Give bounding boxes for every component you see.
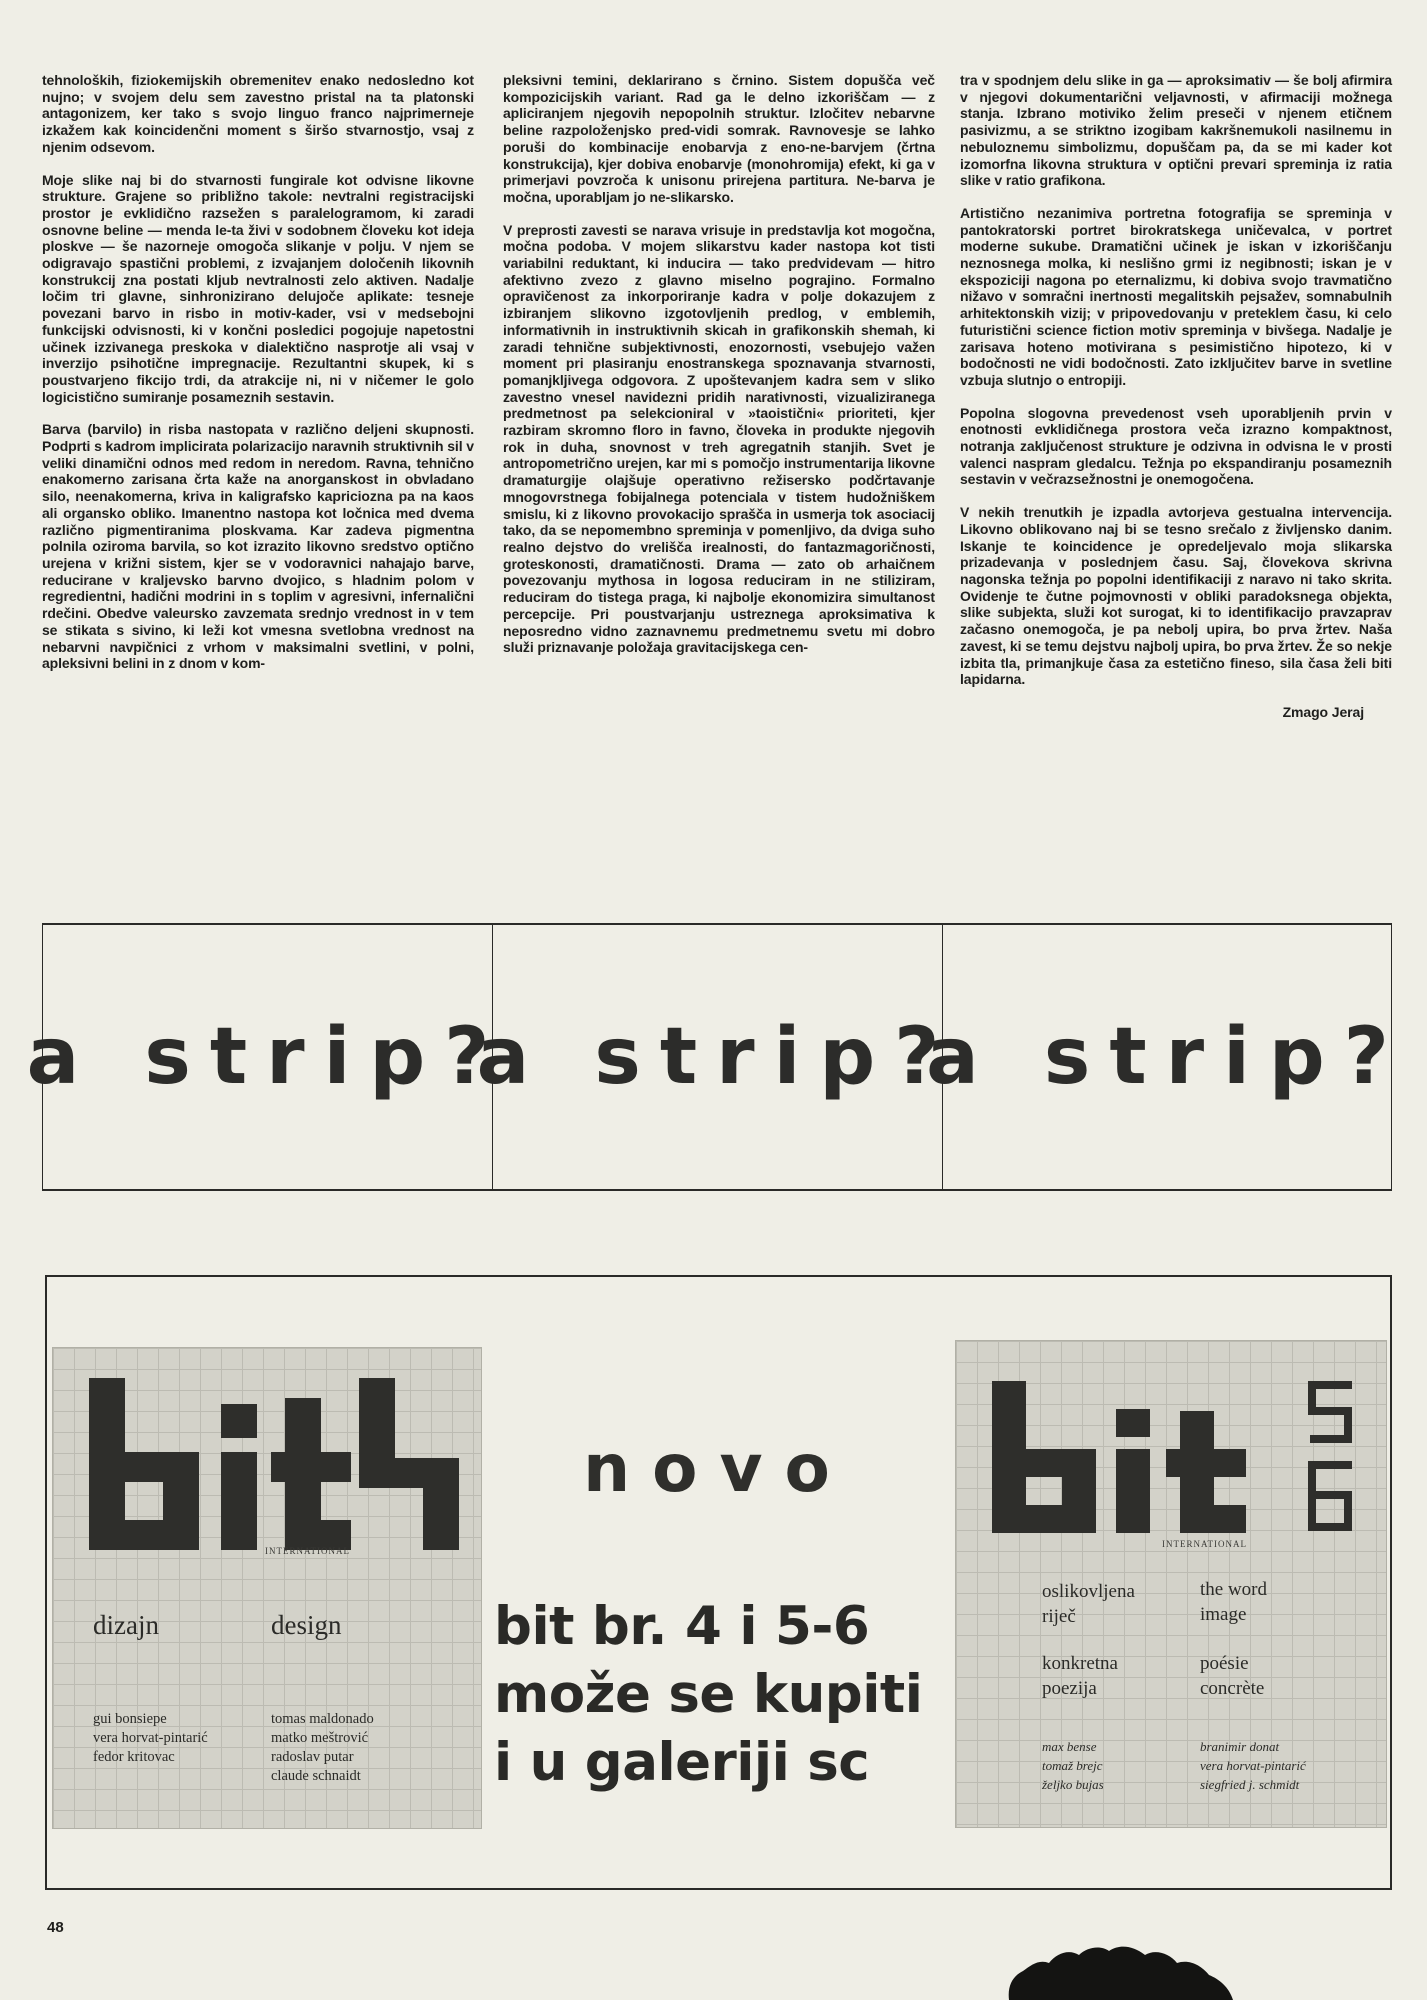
cover-title-line: oslikovljena xyxy=(1042,1581,1135,1602)
article-paragraph: Popolna slogovna prevedenost vseh uporabljenih prvin v enotnosti evklidičnega prostora veča izrazno kompaktnost, notranja zaključenost strukture je odzivna in odvisna le v prosti valenci naspram gledalcu. Težnja po ekspandiranju posameznih sestavin v večrazsežnostni je onemogočena. xyxy=(960,404,1392,488)
cover-names-right xyxy=(1200,1737,1306,1794)
author-name: radoslav putar xyxy=(271,1749,354,1765)
page-number: 48 xyxy=(47,1919,64,1936)
ad-line: može se kupiti xyxy=(494,1664,923,1725)
bit56-cover xyxy=(955,1340,1387,1828)
strip-band xyxy=(26,923,1408,1191)
strip-text: a strip? xyxy=(26,1012,509,1102)
article-column-3 xyxy=(960,72,1392,721)
ad-line: i u galeriji sc xyxy=(494,1732,870,1793)
author-name: gui bonsiepe xyxy=(93,1711,167,1727)
article-author: Zmago Jeraj xyxy=(1282,703,1364,720)
cover-title-right: design xyxy=(271,1610,342,1640)
cover-names-right xyxy=(271,1710,374,1786)
cover-subtitle-line: concrète xyxy=(1200,1678,1265,1699)
cover-title-line: image xyxy=(1200,1604,1247,1625)
cover-title-left: dizajn xyxy=(93,1610,159,1640)
bit4-cover xyxy=(52,1347,482,1829)
cover-title-line: the word xyxy=(1200,1579,1268,1600)
article-paragraph: V preprosti zavesti se narava vrisuje in predstavlja kot mogočna, močna podoba. V mojem slikarstvu kader nastopa kot tisti variabilni reduktant, ki inducira — tako predvidevam — hitro afektivno zvezo z glavno miselno pograjino. Formalno opravičenost za inkorporiranje kadra v polje dokazujem z izbiranjem slikovno izgotovljenih predlog, v emblemih, informativnih in instruktivnih skicah in grafikonskih shemah, ki zaradi tehnične subjektivnosti, enozornosti, vsebujejo važen moment pri plasiranju enostranskega spoznavanja stvarnosti, pomanjkljivega odgovora. Z upoštevanjem kadra sem v sliko zavestno vnesel navidezni pridih narativnosti, vizualiziranega predmetnost pa selekcioniral v »taoistični« prioriteti, kjer razbiram skromno floro in favno, človeka in produkte njegovih rok in duha, snovnost v treh agregatnih stanjih. Svet je antropometrično urejen, kar mi s pomočjo instrumentarija likovne dramaturgije olajšuje operativno režisersko podčrtavanje mnogovrstnega fobijalnega potenciala v tistem hudožniškem smislu, ki z likovno provokacijo sprašča in usmerja tok asociacij tako, da se nepomembno spreminja v pomenljivo, da dviga suho realno dejstvo do vrelišča irealnosti, do fantazmagoričnosti, groteskonosti, dramatičnosti. Drama — zato ob arhaičnem povezovanju mythosa in logosa reduciram in ne stiliziram, reduciram do tistega praga, ki najbolje ekonomizira simultanost percepcije. Pri poustvarjanju ustreznega aproksimativa k neposredno vidno zaznavnemu predmetnemu svetu mi dobro služi priznavanje položaja gravitacijskega cen- xyxy=(503,221,935,656)
cover-subtitle-left xyxy=(1042,1651,1118,1701)
cover-names-left xyxy=(93,1710,208,1767)
ad-novo-heading: novo xyxy=(583,1430,852,1507)
ad-text xyxy=(494,1593,954,1797)
cover-title-line: riječ xyxy=(1042,1606,1076,1627)
author-name: max bense xyxy=(1042,1739,1097,1754)
author-name: branimir donat xyxy=(1200,1739,1280,1754)
author-name: tomaž brejc xyxy=(1042,1758,1103,1773)
article-paragraph: Moje slike naj bi do stvarnosti fungirale kot odvisne likovne strukture. Grajene so približno takole: nevtralni registracijski prostor je evklidično razsežen s paralelogramom, ki zaradi osnovne beline — menda le-ta živi v sodobnem človeku kot ideja ploskve — še nazorneje omogoča slikanje v polju. V njem se odigravajo spastični problemi, z izvajanjem določenih likovnih konstrukcij zna postati kljub nevtralnosti zelo aktiven. Nadalje ločim tri glavne, sinhronizirano delujoče aplikate: tesneje povezani barvo in risbo in motiv-kader, vsi v medsebojni funkcijski odvisnosti, ki v končni posledici pogojuje napetostni učinek izzivanega preskoka v dialektično nasprotje ali vsaj v inverzijo psihotične impregnacije. Rezultantni skupek, ki s poustvarjeno fikcijo trdi, da atrakcije ni, ni v ničemer le golo logicistično sumiranje posameznih sestavin. xyxy=(42,171,474,405)
article-paragraph: Barva (barvilo) in risba nastopata v različno deljeni skupnosti. Podprti s kadrom implicirata polarizacijo naravnih struktivnih sil v veliki dinamični odnos med redom in neredom. Ravna, tehnično enakomerno zarisana črta kaže na anorganskost in obvladano silo, neenakomerna, kriva in kaligrafsko kapriciozna pa na kaos ali organsko obliko. Imanentno nastopa kot ločnica med dvema različno pigmentiranima ploskvama. Kar zadeva pigmentna polnila oziroma barvila, so kot izrazito likovno sredstvo optično urejena v križni sistem, kjer se v vodoravnici nahajajo barve, reducirane v kraljevsko barvno dvojico, s hladnim polom v regredientni, hadični modrini in s toplim v agresivni, infernalični rdečini. Obedve valeursko zavzemata srednjo vrednost in v tem se stikata s sivino, ki leži kot vmesna svetlobna vrednost na nebarvni navpičnici z vrhom v maksimalni svetlini, v polni, apleksivni belini in z dnom v kom- xyxy=(42,421,474,672)
author-name: siegfried j. schmidt xyxy=(1200,1777,1300,1792)
article-paragraph: tra v spodnjem delu slike in ga — aproksimativ — še bolj afirmira v njegovi dokumentarični veljavnosti, v afirmaciji možnega stanja. Izbrano motiviko želim preseči v njenem etičnem pasivizmu, a se striktno izogibam kakršnemukoli nasilnemu in nebuloznemu simbolizmu, dopuščam pa, da se mi kader kot izomorfna likovna struktura v optični prevari spreminja iz ratia slike v ratio grafikona. xyxy=(960,72,1392,189)
author-name: vera horvat-pintarić xyxy=(1200,1758,1306,1773)
cover-subtitle-line: poezija xyxy=(1042,1678,1097,1699)
international-label: INTERNATIONAL xyxy=(265,1546,350,1556)
author-name: claude schnaidt xyxy=(271,1768,361,1784)
strip-text: a strip? xyxy=(926,1012,1408,1102)
article-paragraph: Artistično nezanimiva portretna fotografija se spreminja v pantokratorski portret birokratskega uničevalca, v portret moderne sukube. Dramatični učinek je iskan v izkoriščanju neznosnega molka, ki neslišno grmi iz negibnosti; iskan je v ekspoziciji nagona po eternalizmu, ki dobiva svojo travmatično nižavo v somračni inertnosti megalitskih pejsažev, somnabulnih arhitektonskih vizij; v pripovedovanju v preteklem času, ki celo futuristični science fiction motiv spreminja v bivšega. Nadalje je zarisava hoteno motivirana s pesimistično hipotezo, ki v bodočnosti ne vidi bodočnosti. Zato izključitev barve in svetline vzbuja slutnjo o entropiji. xyxy=(960,204,1392,388)
cover-names-left xyxy=(1042,1737,1104,1794)
cover-title-right xyxy=(1200,1577,1267,1627)
ad-line: bit br. 4 i 5-6 xyxy=(494,1596,870,1657)
article-column-2 xyxy=(503,72,935,672)
strip-cell xyxy=(26,925,509,1189)
cover-subtitle-line: konkretna xyxy=(1042,1653,1118,1674)
author-name: vera horvat-pintarić xyxy=(93,1730,208,1746)
article-column-1 xyxy=(42,72,474,688)
author-name: matko meštrović xyxy=(271,1730,369,1746)
strip-text: a strip? xyxy=(476,1012,959,1102)
cover-title-left xyxy=(1042,1579,1135,1629)
author-name: fedor kritovac xyxy=(93,1749,175,1765)
article-paragraph: V nekih trenutkih je izpadla avtorjeva gestualna intervencija. Likovno oblikovano naj bi se tesno srečalo z življensko danim. Iskanje te koincidence je opredeljevalo moja slikarska prizadevanja v poslednjem času. Saj, človekova skrivna nagonska težnja po popolni identifikaciji z naravo ni tako skrita. Ovidenje te čutne pojmovnosti v obliki paradoksnega objekta, slike subjekta, služi kot surogat, ki to identifikacijo pravzaprav začasno onemogoča, je pa nebolj upira, bo prva žrtev. Naša zavest, ki se temu dejstvu najbolj upira, bo prva žrtev. Že so nekje izbita tla, primanjkuje časa za estetično fineso, sila časa želi biti lapidarna. xyxy=(960,504,1392,688)
bit4-logo xyxy=(89,1378,461,1558)
cover-subtitle-right xyxy=(1200,1651,1264,1701)
ink-blot xyxy=(1005,1935,1235,2000)
cover-subtitle-line: poésie xyxy=(1200,1653,1249,1674)
strip-cell xyxy=(926,925,1408,1189)
strip-cell xyxy=(476,925,959,1189)
author-name: tomas maldonado xyxy=(271,1711,374,1727)
bit56-logo xyxy=(992,1381,1362,1541)
article-paragraph: pleksivni temini, deklarirano s črnino. Sistem dopušča več kompozicijskih variant. Rad ga le delno izkoriščam — z apliciranjem njegovih nepopolnih struktur. Izločitev nebarvne beline razpoloženjsko pred-vidi somrak. Ravnovesje se lahko poruši do kombinacije enobarvja z eno-ne-barvjem (črtna konstrukcija), kjer dobiva enobarvje (monohromija) efekt, ki ga v primerjavi povzroča k unisonu prirejena partitura. Ne-barva je močna, uporabljam jo ne-slikarsko. xyxy=(503,72,935,205)
article-paragraph: tehnoloških, fiziokemijskih obremenitev enako nedosledno kot nujno; v svojem delu sem zavestno pristal na ta platonski antagonizem, ker tako s svojo linguo franco najprimerneje izkažem kak koincidenčni moment s širšo stvarnostjo, vsaj z njenim odsevom. xyxy=(42,72,474,155)
international-label: INTERNATIONAL xyxy=(1162,1539,1247,1549)
author-name: željko bujas xyxy=(1042,1777,1104,1792)
